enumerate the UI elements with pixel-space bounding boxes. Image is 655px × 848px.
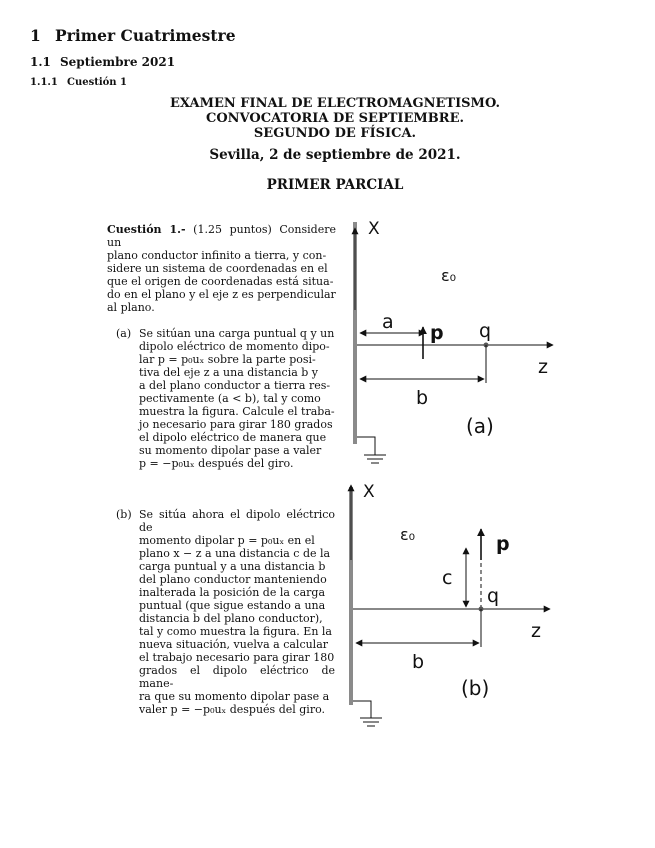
part-a-line: jo necesario para girar 180 grados <box>139 418 333 431</box>
part-b-line: distancia b del plano conductor), <box>139 612 323 625</box>
part-a-line: a del plano conductor a tierra res- <box>139 379 331 392</box>
charge-label-b: q <box>487 585 500 607</box>
part-b-line: valer p = −p₀uₓ después del giro. <box>139 703 326 716</box>
figure-b <box>349 482 550 726</box>
section-number: 1 <box>30 26 41 45</box>
dipole-label-a: p <box>430 322 444 344</box>
part-b-line: grados el dipolo eléctrico de mane- <box>139 664 335 690</box>
question-intro-line: al plano. <box>107 301 155 314</box>
distance-a-label: a <box>382 311 394 333</box>
subsubsection-title: Cuestión 1 <box>67 77 128 88</box>
part-b-line: nueva situación, vuelva a calcular <box>139 638 329 651</box>
subsection-title: Septiembre 2021 <box>60 55 176 69</box>
part-b-label: (b) <box>116 508 132 521</box>
part-a-line: tiva del eje z a una distancia b y <box>139 366 319 379</box>
part-b-line: plano x − z a una distancia c de la <box>139 547 331 560</box>
part-b-line: momento dipolar p = p₀uₓ en el <box>139 534 315 547</box>
distance-b-label-b: b <box>412 651 425 673</box>
figure-b-caption: (b) <box>461 676 490 700</box>
part-a-line: pectivamente (a < b), tal y como <box>139 392 321 405</box>
exam-part: PRIMER PARCIAL <box>266 177 404 193</box>
charge-label-a: q <box>479 320 492 342</box>
exam-title-line-3: SEGUNDO DE FÍSICA. <box>253 126 417 141</box>
distance-b-label-a: b <box>416 387 429 409</box>
dipole-label-b: p <box>496 533 510 555</box>
part-a-label: (a) <box>116 327 132 340</box>
part-b-line: ra que su momento dipolar pase a <box>139 690 330 703</box>
part-b-line: Se sitúa ahora el dipolo eléctrico de <box>139 508 335 534</box>
figure-a-caption: (a) <box>466 414 494 438</box>
part-b-line: inalterada la posición de la carga <box>139 586 326 599</box>
distance-c-label: c <box>442 567 453 589</box>
question-intro-line: do en el plano y el eje z es perpendicular <box>107 288 336 301</box>
question-intro-line: sidere un sistema de coordenadas en el <box>107 262 328 275</box>
part-a-line: lar p = p₀uₓ sobre la parte posi- <box>139 353 316 366</box>
question-intro-line: que el origen de coordenadas está situa- <box>107 275 334 288</box>
part-b-line: el trabajo necesario para girar 180 <box>139 651 335 664</box>
part-b-line: carga puntual y a una distancia b <box>139 560 326 573</box>
subsection-number: 1.1 <box>30 55 51 69</box>
permittivity-label-a: ε₀ <box>441 266 457 285</box>
part-b-line: del plano conductor manteniendo <box>139 573 327 586</box>
permittivity-label-b: ε₀ <box>400 525 416 544</box>
exam-title-line-2: CONVOCATORIA DE SEPTIEMBRE. <box>205 111 464 126</box>
ground-symbol-b <box>353 701 382 726</box>
z-axis-label-b: z <box>531 620 541 642</box>
part-a-line: muestra la figura. Calcule el traba- <box>139 405 335 418</box>
part-b-line: puntual (que sigue estando a una <box>139 599 326 612</box>
question-label: Cuestión 1.- <box>107 223 186 236</box>
part-a-line: su momento dipolar pase a valer <box>139 444 322 457</box>
z-axis-label-a: z <box>538 356 548 378</box>
part-a-line: dipolo eléctrico de momento dipo- <box>139 340 330 353</box>
part-a-line: p = −p₀uₓ después del giro. <box>139 457 294 470</box>
figure-a <box>353 219 553 463</box>
question-intro-line: Cuestión 1.- (1.25 puntos) Considere un <box>107 223 336 249</box>
part-a-line: el dipolo eléctrico de manera que <box>139 431 327 444</box>
x-axis-label-b: X <box>363 482 375 502</box>
x-axis-label-a: X <box>368 219 380 239</box>
part-a-line: Se sitúan una carga puntual q y un <box>139 327 335 340</box>
subsubsection-number: 1.1.1 <box>30 77 58 88</box>
ground-symbol-a <box>357 437 386 463</box>
exam-date: Sevilla, 2 de septiembre de 2021. <box>209 147 461 163</box>
part-b-line: tal y como muestra la figura. En la <box>139 625 332 638</box>
question-intro-line: plano conductor infinito a tierra, y con- <box>107 249 327 262</box>
section-title: Primer Cuatrimestre <box>55 26 236 45</box>
exam-title-line-1: EXAMEN FINAL DE ELECTROMAGNETISMO. <box>169 96 501 111</box>
